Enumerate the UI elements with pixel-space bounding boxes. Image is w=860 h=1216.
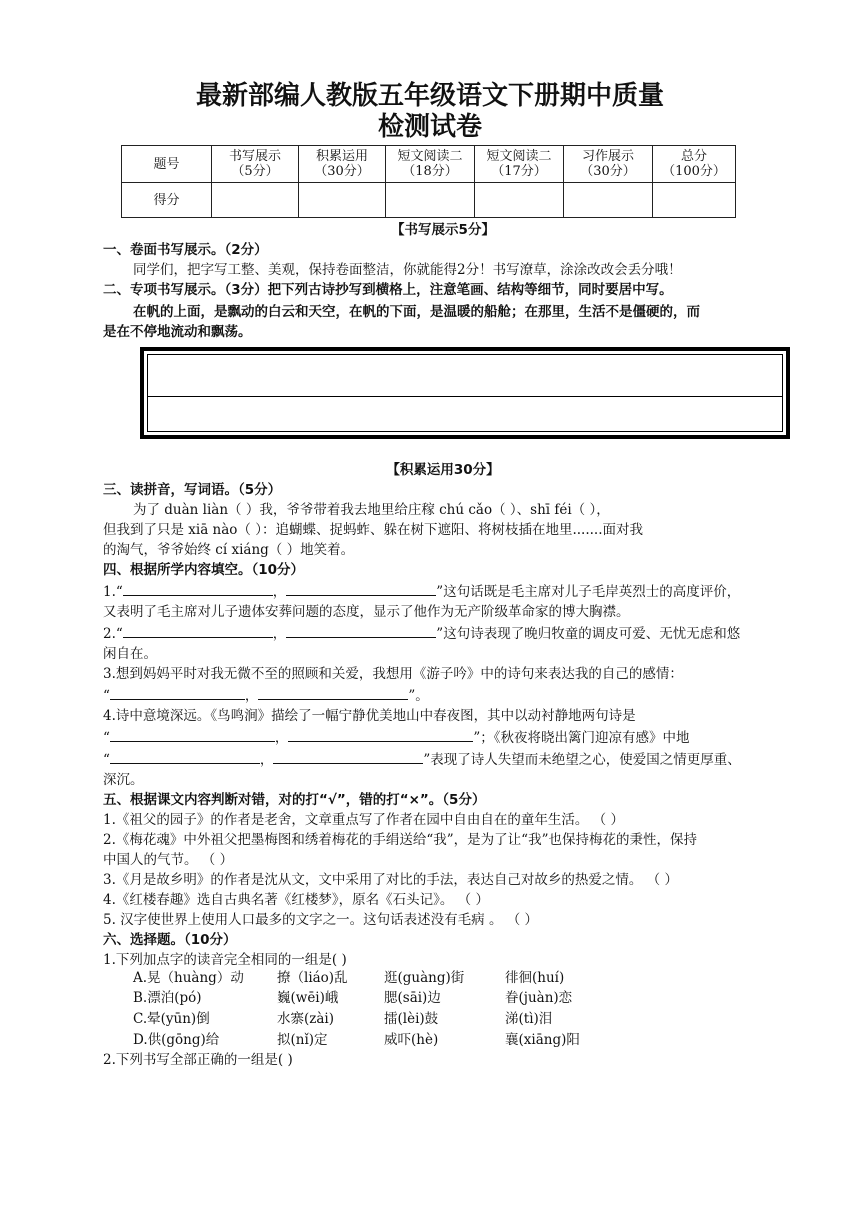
q4-item-1: 1.“ ， ”这句话既是毛主席对儿子毛岸英烈士的高度评价，	[103, 580, 783, 602]
q4-item-1-cont: 又表明了毛主席对儿子遗体安葬问题的态度，显示了他作为无产阶级革命家的博大胸襟。	[103, 604, 630, 620]
q1-title: 一、卷面书写展示。（2分）	[103, 242, 268, 258]
score-cell[interactable]	[386, 183, 475, 218]
answer-blank[interactable]	[110, 726, 275, 742]
score-header-read2: 短文阅读二 （17分）	[475, 146, 564, 183]
q5-item-1: 1.《祖父的园子》的作者是老舍，文章重点写了作者在园中自由自在的童年生活。 （ ）	[103, 812, 624, 828]
answer-blank[interactable]	[110, 748, 260, 764]
q4-item-3-blanks: “ ， ”。	[103, 684, 783, 706]
score-cell[interactable]	[212, 183, 299, 218]
q4-item-3: 3.想到妈妈平时对我无微不至的照顾和关爱，我想用《游子吟》中的诗句来表达我的自己的感情：	[103, 666, 683, 682]
answer-blank[interactable]	[258, 684, 408, 700]
answer-blank[interactable]	[123, 622, 273, 638]
option-a-word: 撩（liáo)乱	[277, 970, 348, 986]
answer-blank[interactable]	[288, 726, 473, 742]
q3-line-3: 的淘气，爷爷始终 cí xiáng（ ）地笑着。	[103, 542, 355, 558]
q6-title: 六、选择题。（10分）	[103, 932, 237, 948]
page-subtitle: 检测试卷	[377, 112, 482, 142]
score-header-accum: 积累运用 （30分）	[299, 146, 386, 183]
score-cell[interactable]	[564, 183, 653, 218]
q4-title: 四、根据所学内容填空。（10分）	[103, 562, 305, 578]
option-d-word: 威吓(hè)	[384, 1032, 439, 1048]
q5-item-2: 2.《梅花魂》中外祖父把墨梅图和绣着梅花的手绢送给“我”，是为了让“我”也保持梅花的秉性，保持	[103, 832, 697, 848]
option-b-word: 腮(sāi)边	[384, 990, 441, 1006]
answer-blank[interactable]	[273, 748, 423, 764]
q4-item-4: 4.诗中意境深远。《鸟鸣涧》描绘了一幅宁静优美地山中春夜图，其中以动衬静地两句诗是	[103, 708, 636, 724]
option-c[interactable]: C.晕(yūn)倒	[133, 1011, 210, 1027]
q5-item-5: 5. 汉字使世界上使用人口最多的文字之一。这句话表述没有毛病 。 （ ）	[103, 912, 539, 928]
writing-section	[103, 220, 783, 342]
q4-item-4-blanks-a: “ ， ”；《秋夜将晓出篱门迎凉有感》中地	[103, 726, 783, 748]
score-cell[interactable]	[299, 183, 386, 218]
option-a[interactable]: A.晃（huàng）动	[133, 970, 244, 986]
option-c-word: 水寨(zài)	[277, 1011, 335, 1027]
score-header-writing: 书写展示 （5分）	[212, 146, 299, 183]
writing-box[interactable]	[140, 347, 790, 439]
option-c-word: 擂(lèi)鼓	[384, 1011, 439, 1027]
option-b-word: 眷(juàn)恋	[505, 990, 573, 1006]
option-c-word: 涕(tì)泪	[505, 1011, 553, 1027]
q6-sub-2: 2.下列书写全部正确的一组是( )	[103, 1052, 293, 1068]
q3-line-2: 但我到了只是 xiā nào（ ）：追蝴蝶、捉蚂蚱、躲在树下遮阳、将树枝插在地里.......面对我	[103, 522, 644, 538]
score-header-total: 总分 （100分）	[653, 146, 736, 183]
q2-title: 二、专项书写展示。（3分）把下列古诗抄写到横格上，注意笔画、结构等细节，同时要居中写。	[103, 282, 673, 298]
q4-item-2-cont: 闲自在。	[103, 646, 157, 662]
score-cell[interactable]	[653, 183, 736, 218]
accumulation-section	[103, 460, 783, 970]
poem-line-2: 是在不停地流动和飘荡。	[103, 324, 252, 340]
q5-item-3: 3.《月是故乡明》的作者是沈从文，文中采用了对比的手法，表达自己对故乡的热爱之情。 （ ）	[103, 872, 678, 888]
q5-item-2-cont: 中国人的气节。 （ ）	[103, 852, 234, 868]
score-header-read1: 短文阅读二 （18分）	[386, 146, 475, 183]
q6-sub-1: 1.下列加点字的读音完全相同的一组是( )	[103, 952, 347, 968]
writing-box-divider	[148, 396, 782, 397]
score-header-essay: 习作展示 （30分）	[564, 146, 653, 183]
score-row-label: 得分	[122, 183, 212, 218]
q3-line-1: 为了 duàn liàn（ ）我，爷爷带着我去地里给庄稼 chú cǎo（ ）、shī féi（ ），	[133, 502, 610, 518]
score-cell[interactable]	[475, 183, 564, 218]
section-header-writing: 【书写展示5分】	[391, 222, 495, 238]
q4-item-4-cont: 深沉。	[103, 772, 144, 788]
answer-blank[interactable]	[286, 580, 436, 596]
score-header-label: 题号	[122, 146, 212, 183]
q5-item-4: 4.《红楼春趣》选自古典名著《红楼梦》，原名《石头记》。 （ ）	[103, 892, 489, 908]
q1-text: 同学们，把字写工整、美观，保持卷面整洁，你就能得2分！书写潦草，涂涂改改会丢分哦！	[133, 262, 682, 278]
option-b-word: 巍(wēi)峨	[277, 990, 339, 1006]
option-a-word: 逛(guàng)街	[384, 970, 465, 986]
q5-title: 五、根据课文内容判断对错，对的打“√”，错的打“×”。（5分）	[103, 792, 486, 808]
q4-item-2: 2.“ ， ”这句诗表现了晚归牧童的调皮可爱、无忧无虑和悠	[103, 622, 783, 644]
q3-title: 三、读拼音，写词语。（5分）	[103, 482, 282, 498]
score-table	[121, 145, 736, 218]
option-d-word: 襄(xiāng)阳	[505, 1032, 580, 1048]
option-b[interactable]: B.漂泊(pó)	[133, 990, 202, 1006]
answer-blank[interactable]	[123, 580, 273, 596]
answer-blank[interactable]	[286, 622, 436, 638]
option-d[interactable]: D.供(gōng)给	[133, 1032, 220, 1048]
option-d-word: 拟(nǐ)定	[277, 1032, 328, 1048]
page-title: 最新部编人教版五年级语文下册期中质量	[195, 81, 664, 111]
answer-blank[interactable]	[110, 684, 245, 700]
section-header-accum: 【积累运用30分】	[386, 462, 500, 478]
q4-item-4-blanks-b: “ ， ”表现了诗人失望而未绝望之心，使爱国之情更厚重、	[103, 748, 783, 770]
poem-line-1: 在帆的上面，是飘动的白云和天空，在帆的下面，是温暖的船舱；在那里，生活不是僵硬的，而	[133, 304, 700, 320]
option-a-word: 徘徊(huí)	[505, 970, 565, 986]
